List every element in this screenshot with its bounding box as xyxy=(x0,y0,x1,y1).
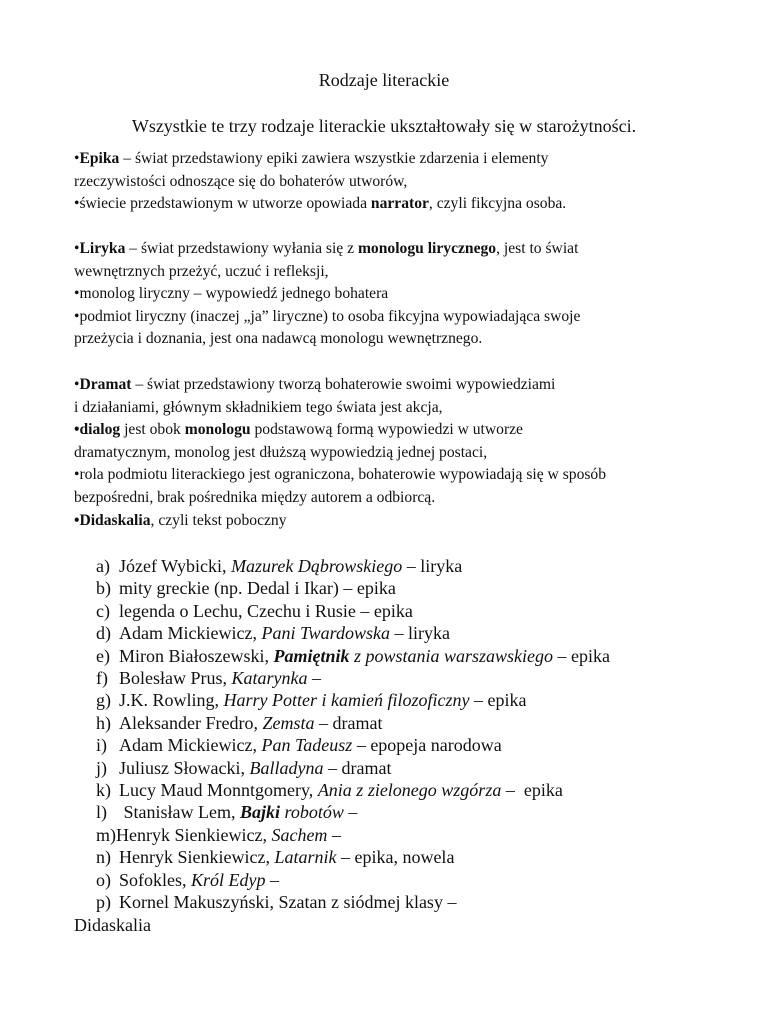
list-item xyxy=(96,645,716,667)
item-work-title-bold: Pamiętnik xyxy=(273,645,350,666)
bullet: • xyxy=(74,240,80,257)
item-work-title: Harry Potter i kamień filozoficzny xyxy=(223,690,470,711)
item-label: e) xyxy=(96,645,110,666)
term-narrator: narrator xyxy=(370,195,429,213)
liryka-line-4: •podmiot liryczny (inaczej „ja” liryczne) to osoba fikcyjna wypowiadająca swoje xyxy=(74,307,581,325)
item-text: mity greckie (np. Dedal i Ikar) – epika xyxy=(119,578,396,599)
item-label: c) xyxy=(96,600,110,621)
item-label: l) xyxy=(96,802,107,823)
list-item xyxy=(96,689,716,711)
trailing-word: Didaskalia xyxy=(74,915,151,935)
item-author: Adam Mickiewicz, xyxy=(119,623,262,644)
list-item xyxy=(96,555,716,577)
item-author: J.K. Rowling, xyxy=(119,690,224,711)
list-item xyxy=(96,869,716,891)
dramat-dialog-mid: jest obok xyxy=(120,421,185,439)
list-item xyxy=(96,779,716,801)
item-genre: – epopeja narodowa xyxy=(352,735,502,756)
section-dramat xyxy=(74,374,714,532)
item-work-title: Zemsta xyxy=(262,712,315,733)
dramat-line-3 xyxy=(74,419,714,442)
item-author: Bolesław Prus, xyxy=(119,668,232,689)
list-item xyxy=(96,734,716,756)
dramat-dialog-post: podstawową formą wypowiedzi w utworze xyxy=(250,421,523,439)
item-genre: – epika xyxy=(553,645,611,666)
item-work-title-bold: Bajki xyxy=(239,802,280,823)
list-item xyxy=(96,667,716,689)
list-item xyxy=(96,824,716,846)
list-item xyxy=(96,891,716,913)
item-label: j) xyxy=(96,757,107,778)
liryka-line-1 xyxy=(74,238,714,261)
item-label: a) xyxy=(96,556,110,576)
list-item xyxy=(96,622,716,644)
liryka-definition-end: , jest to świat xyxy=(496,240,579,257)
item-label: f) xyxy=(96,668,108,689)
list-item xyxy=(96,600,716,622)
item-label: i) xyxy=(96,735,107,756)
item-work-title: robotów xyxy=(280,802,344,823)
works-list xyxy=(96,555,716,914)
item-author: Lucy Maud Monntgomery, xyxy=(119,780,318,801)
item-author: Miron Białoszewski, xyxy=(119,645,274,666)
item-author: Henryk Sienkiewicz, xyxy=(116,824,272,845)
list-item xyxy=(96,577,716,599)
item-genre: – xyxy=(265,869,279,890)
liryka-line-3: •monolog liryczny – wypowiedź jednego bohatera xyxy=(74,285,389,303)
list-item xyxy=(96,846,716,868)
item-work-title: Sachem xyxy=(271,824,328,845)
item-genre: – xyxy=(343,802,358,823)
item-label: p) xyxy=(96,892,111,913)
item-genre: – liryka xyxy=(389,623,450,644)
epika-narrator-pre: •świecie przedstawionym w utworze opowiada xyxy=(74,195,371,213)
item-author: Józef Wybicki, xyxy=(119,556,232,576)
epika-line-2: rzeczywistości odnoszące się do bohaterów utworów, xyxy=(74,172,408,190)
item-author: Henryk Sienkiewicz, xyxy=(119,847,275,868)
item-work-title: Pan Tadeusz xyxy=(261,735,353,756)
item-label: h) xyxy=(96,712,111,733)
item-label: k) xyxy=(96,780,111,801)
item-author: Juliusz Słowacki, xyxy=(119,757,250,778)
liryka-line-5: przeżycia i doznania, jest ona nadawcą monologu wewnętrznego. xyxy=(74,330,483,348)
dramat-line-4: dramatycznym, monolog jest dłuższą wypowiedzią jednej postaci, xyxy=(74,443,488,461)
liryka-line-2: wewnętrznych przeżyć, uczuć i refleksji, xyxy=(74,262,329,280)
item-work-title: Latarnik xyxy=(274,847,337,868)
term-monolog-liryczny: monologu lirycznego xyxy=(357,240,497,257)
term-didaskalia: •Didaskalia xyxy=(74,511,151,529)
didaskalia-definition: , czyli tekst poboczny xyxy=(150,511,287,529)
term-monolog: monologu xyxy=(184,421,251,439)
intro-sentence: Wszystkie te trzy rodzaje literackie ukształtowały się w starożytności. xyxy=(131,116,637,136)
item-genre: – epika xyxy=(469,690,527,711)
item-genre: – xyxy=(327,824,341,845)
item-label: m) xyxy=(96,824,116,845)
item-work-title: Ania z zielonego wzgórza xyxy=(317,780,502,801)
term-dramat: Dramat xyxy=(79,376,132,393)
item-work-title: Katarynka xyxy=(231,668,308,689)
item-work-title: Król Edyp xyxy=(191,869,266,890)
item-label: n) xyxy=(96,847,111,868)
item-genre: – liryka xyxy=(402,556,463,576)
item-work-title: Pani Twardowska xyxy=(261,623,390,644)
item-genre: – dramat xyxy=(323,757,392,778)
term-dialog: •dialog xyxy=(74,421,121,439)
dramat-line-5: •rola podmiotu literackiego jest ograniczona, bohaterowie wypowiadają się w sposób xyxy=(74,466,607,484)
item-genre: – dramat xyxy=(314,712,383,733)
epika-line-3 xyxy=(74,193,714,216)
term-liryka: Liryka xyxy=(79,240,126,257)
section-liryka xyxy=(74,238,714,351)
item-label: b) xyxy=(96,578,111,599)
epika-definition: – świat przedstawiony epiki zawiera wszystkie zdarzenia i elementy xyxy=(119,150,549,167)
document-title: Rodzaje literackie xyxy=(318,70,450,90)
item-label: g) xyxy=(96,690,111,711)
epika-line-1 xyxy=(74,148,714,171)
item-author: Stanisław Lem, xyxy=(119,802,240,823)
item-author: Aleksander Fredro, xyxy=(119,712,263,733)
item-work-title: z powstania warszawskiego xyxy=(349,645,554,666)
section-epika xyxy=(74,148,714,216)
dramat-line-2: i działaniami, głównym składnikiem tego świata jest akcja, xyxy=(74,398,443,416)
item-genre: – epika xyxy=(501,780,563,801)
list-item xyxy=(96,712,716,734)
dramat-line-6: bezpośredni, brak pośrednika między autorem a odbiorcą. xyxy=(74,488,436,506)
item-text: legenda o Lechu, Czechu i Rusie – epika xyxy=(119,600,413,621)
liryka-definition: – świat przedstawiony wyłania się z xyxy=(125,240,358,257)
item-label: d) xyxy=(96,623,111,644)
bullet: • xyxy=(74,150,80,167)
item-genre: – xyxy=(307,668,321,689)
item-work-title: Balladyna xyxy=(249,757,324,778)
term-epika: Epika xyxy=(79,150,120,167)
item-author: Sofokles, xyxy=(119,869,191,890)
item-author: Adam Mickiewicz, xyxy=(119,735,262,756)
item-label: o) xyxy=(96,869,111,890)
dramat-line-1 xyxy=(74,374,714,397)
bullet: • xyxy=(74,376,80,393)
list-item xyxy=(96,757,716,779)
list-item xyxy=(96,801,716,823)
item-text: Kornel Makuszyński, Szatan z siódmej klasy – xyxy=(119,892,457,913)
item-genre: – epika, nowela xyxy=(336,847,455,868)
dramat-line-7 xyxy=(74,510,714,533)
dramat-definition: – świat przedstawiony tworzą bohaterowie swoimi wypowiedziami xyxy=(131,376,556,393)
epika-narrator-post: , czyli fikcyjna osoba. xyxy=(428,195,567,213)
item-work-title: Mazurek Dąbrowskiego xyxy=(231,556,403,576)
